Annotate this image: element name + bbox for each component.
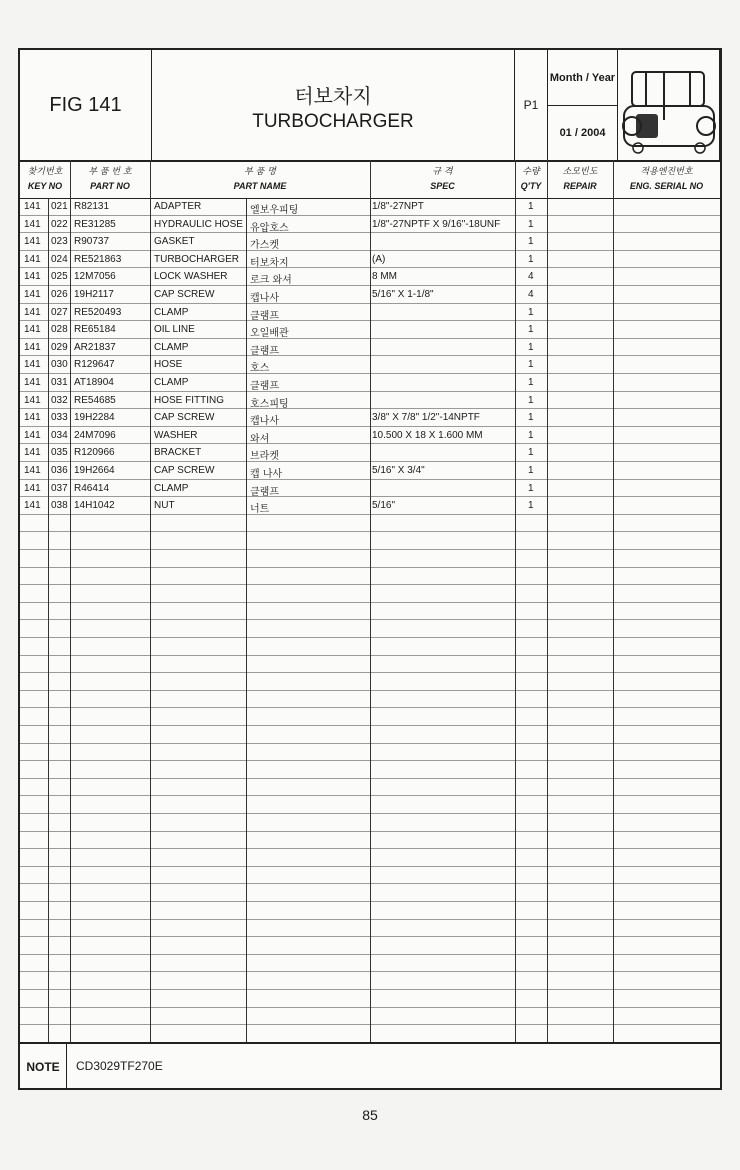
- cell-key: 035: [51, 447, 68, 459]
- cell-qty: 1: [528, 500, 534, 512]
- cell-spec: 5/16": [372, 500, 396, 512]
- cell-fig: 141: [24, 447, 41, 459]
- col-spec: 규 격 SPEC: [430, 167, 455, 191]
- cell-name-en: LOCK WASHER: [154, 271, 228, 283]
- cell-key: 030: [51, 359, 68, 371]
- cell-spec: 3/8" X 7/8" 1/2"-14NPTF: [372, 412, 480, 424]
- page-title: [152, 50, 515, 160]
- cell-key: 021: [51, 201, 68, 212]
- cell-part: RE65184: [74, 324, 116, 336]
- cell-key: 032: [51, 394, 68, 406]
- cell-part: R46414: [74, 482, 110, 494]
- col-divider: [515, 160, 516, 1042]
- cell-name-en: CLAMP: [154, 341, 189, 353]
- cell-name-ko: 캡나사: [250, 293, 279, 304]
- cell-name-ko: 호스: [250, 363, 270, 375]
- cell-name-en: GASKET: [154, 236, 195, 248]
- cell-fig: 141: [24, 500, 41, 512]
- cell-name-ko: 클램프: [250, 310, 279, 322]
- cell-name-en: OIL LINE: [154, 324, 195, 336]
- cell-key: 038: [51, 500, 68, 512]
- cell-name-ko: 캡 나사: [250, 469, 283, 480]
- cell-spec: (A): [372, 253, 386, 265]
- cell-part: AR21837: [74, 341, 116, 353]
- cell-part: RE520493: [74, 306, 122, 318]
- cell-name-ko: 클램프: [250, 345, 279, 357]
- col-part-no: 부 품 번 호 PART NO: [88, 167, 132, 191]
- page-number: 85: [362, 1107, 378, 1123]
- cell-fig: 141: [24, 306, 41, 318]
- col-divider: [246, 198, 247, 1042]
- page-code: P1: [515, 50, 548, 160]
- cell-qty: 1: [528, 201, 534, 212]
- cell-qty: 1: [528, 236, 534, 248]
- cell-fig: 141: [24, 236, 41, 248]
- cell-qty: 1: [528, 412, 534, 424]
- col-divider: [370, 160, 371, 1042]
- cell-key: 026: [51, 289, 68, 300]
- cell-fig: 141: [24, 482, 41, 494]
- note-value: CD3029TF270E: [76, 1059, 163, 1073]
- cell-key: 037: [51, 482, 68, 494]
- cell-name-en: CLAMP: [154, 482, 189, 494]
- col-divider: [48, 198, 49, 1042]
- cell-spec: 10.500 X 18 X 1.600 MM: [372, 429, 483, 441]
- cell-part: AT18904: [74, 377, 114, 388]
- cell-qty: 1: [528, 218, 534, 230]
- cell-part: 19H2284: [74, 412, 115, 424]
- cell-key: 029: [51, 341, 68, 353]
- date-label: Month / Year: [548, 50, 617, 106]
- col-part-name: 부 품 명 PART NAME: [233, 167, 287, 191]
- cell-key: 025: [51, 271, 68, 283]
- cell-part: R90737: [74, 236, 110, 248]
- cell-name-ko: 너트: [250, 504, 270, 516]
- cell-qty: 1: [528, 359, 534, 371]
- cell-name-ko: 호스피팅: [250, 398, 289, 410]
- cell-name-ko: 로크 와셔: [250, 275, 292, 287]
- figure-number: FIG 141: [20, 50, 152, 160]
- cell-name-ko: 터보차지: [250, 257, 289, 269]
- cell-name-ko: 캡나사: [250, 416, 279, 428]
- cell-name-en: NUT: [154, 500, 175, 512]
- cell-spec: 5/16" X 1-1/8": [372, 289, 434, 300]
- cell-name-ko: 클램프: [250, 381, 279, 392]
- note-label: NOTE: [20, 1044, 67, 1090]
- page-header: [20, 50, 720, 162]
- cell-part: 14H1042: [74, 500, 115, 512]
- cell-key: 024: [51, 253, 68, 265]
- cell-name-en: BRACKET: [154, 447, 202, 459]
- cell-qty: 1: [528, 394, 534, 406]
- cell-fig: 141: [24, 359, 41, 371]
- tractor-icon: [618, 50, 720, 160]
- cell-part: R82131: [74, 201, 110, 212]
- cell-fig: 141: [24, 289, 41, 300]
- cell-fig: 141: [24, 465, 41, 476]
- cell-name-en: CAP SCREW: [154, 289, 215, 300]
- cell-qty: 1: [528, 447, 534, 459]
- cell-key: 036: [51, 465, 68, 476]
- col-eng-serial: 적용엔진번호 ENG. SERIAL NO: [629, 167, 704, 191]
- cell-qty: 4: [528, 271, 534, 283]
- cell-name-en: HYDRAULIC HOSE: [154, 218, 243, 230]
- cell-part: RE31285: [74, 218, 116, 230]
- cell-part: R120966: [74, 447, 115, 459]
- cell-qty: 1: [528, 429, 534, 441]
- cell-name-ko: 유압호스: [250, 222, 289, 234]
- cell-key: 023: [51, 236, 68, 248]
- cell-fig: 141: [24, 201, 41, 212]
- cell-spec: 5/16" X 3/4": [372, 465, 425, 476]
- parts-table-frame: [18, 48, 722, 1090]
- cell-qty: 4: [528, 289, 534, 300]
- col-divider: [70, 160, 71, 1042]
- cell-fig: 141: [24, 429, 41, 441]
- cell-part: 19H2664: [74, 465, 115, 476]
- cell-name-en: HOSE FITTING: [154, 394, 224, 406]
- cell-qty: 1: [528, 377, 534, 388]
- cell-fig: 141: [24, 218, 41, 230]
- title-korean: 터보차지: [294, 84, 372, 108]
- col-divider: [613, 160, 614, 1042]
- cell-name-en: CAP SCREW: [154, 412, 215, 424]
- cell-name-en: CLAMP: [154, 377, 189, 388]
- cell-name-en: TURBOCHARGER: [154, 253, 240, 265]
- cell-qty: 1: [528, 482, 534, 494]
- cell-fig: 141: [24, 394, 41, 406]
- cell-key: 027: [51, 306, 68, 318]
- cell-qty: 1: [528, 465, 534, 476]
- note-section: [20, 1042, 720, 1090]
- cell-spec: 8 MM: [372, 271, 397, 283]
- cell-spec: 1/8"-27NPTF X 9/16"-18UNF: [372, 218, 501, 230]
- cell-name-ko: 클램프: [250, 486, 279, 498]
- cell-name-ko: 엘보우피팅: [250, 205, 299, 216]
- col-key-no: 찾기번호 KEY NO: [27, 167, 63, 191]
- cell-fig: 141: [24, 377, 41, 388]
- date-block: [548, 50, 618, 160]
- col-divider: [547, 160, 548, 1042]
- cell-name-en: CLAMP: [154, 306, 189, 318]
- cell-spec: 1/8"-27NPT: [372, 201, 424, 212]
- cell-qty: 1: [528, 341, 534, 353]
- cell-fig: 141: [24, 412, 41, 424]
- col-divider: [150, 160, 151, 1042]
- cell-part: RE54685: [74, 394, 116, 406]
- title-english: TURBOCHARGER: [252, 111, 414, 132]
- cell-part: 19H2117: [74, 289, 114, 300]
- col-repair: 소모빈도 REPAIR: [562, 167, 598, 191]
- cell-name-ko: 브라켓: [250, 451, 279, 463]
- cell-name-en: CAP SCREW: [154, 465, 215, 476]
- cell-fig: 141: [24, 271, 41, 283]
- cell-part: 24M7096: [74, 429, 116, 441]
- cell-name-ko: 와셔: [250, 433, 270, 445]
- cell-name-en: HOSE: [154, 359, 183, 371]
- cell-fig: 141: [24, 253, 41, 265]
- cell-name-en: ADAPTER: [154, 201, 202, 212]
- cell-part: 12M7056: [74, 271, 116, 283]
- cell-key: 022: [51, 218, 68, 230]
- cell-key: 033: [51, 412, 68, 424]
- cell-fig: 141: [24, 324, 41, 336]
- cell-key: 031: [51, 377, 68, 388]
- cell-name-ko: 오일배관: [250, 328, 289, 340]
- col-qty: 수량 Q'TY: [520, 167, 542, 191]
- cell-qty: 1: [528, 324, 534, 336]
- cell-key: 028: [51, 324, 68, 336]
- cell-qty: 1: [528, 253, 534, 265]
- cell-part: RE521863: [74, 253, 122, 265]
- cell-name-en: WASHER: [154, 429, 198, 441]
- cell-key: 034: [51, 429, 68, 441]
- cell-part: R129647: [74, 359, 115, 371]
- date-value: 01 / 2004: [559, 126, 606, 139]
- cell-name-ko: 가스켓: [250, 240, 279, 252]
- cell-qty: 1: [528, 306, 534, 318]
- cell-fig: 141: [24, 341, 41, 353]
